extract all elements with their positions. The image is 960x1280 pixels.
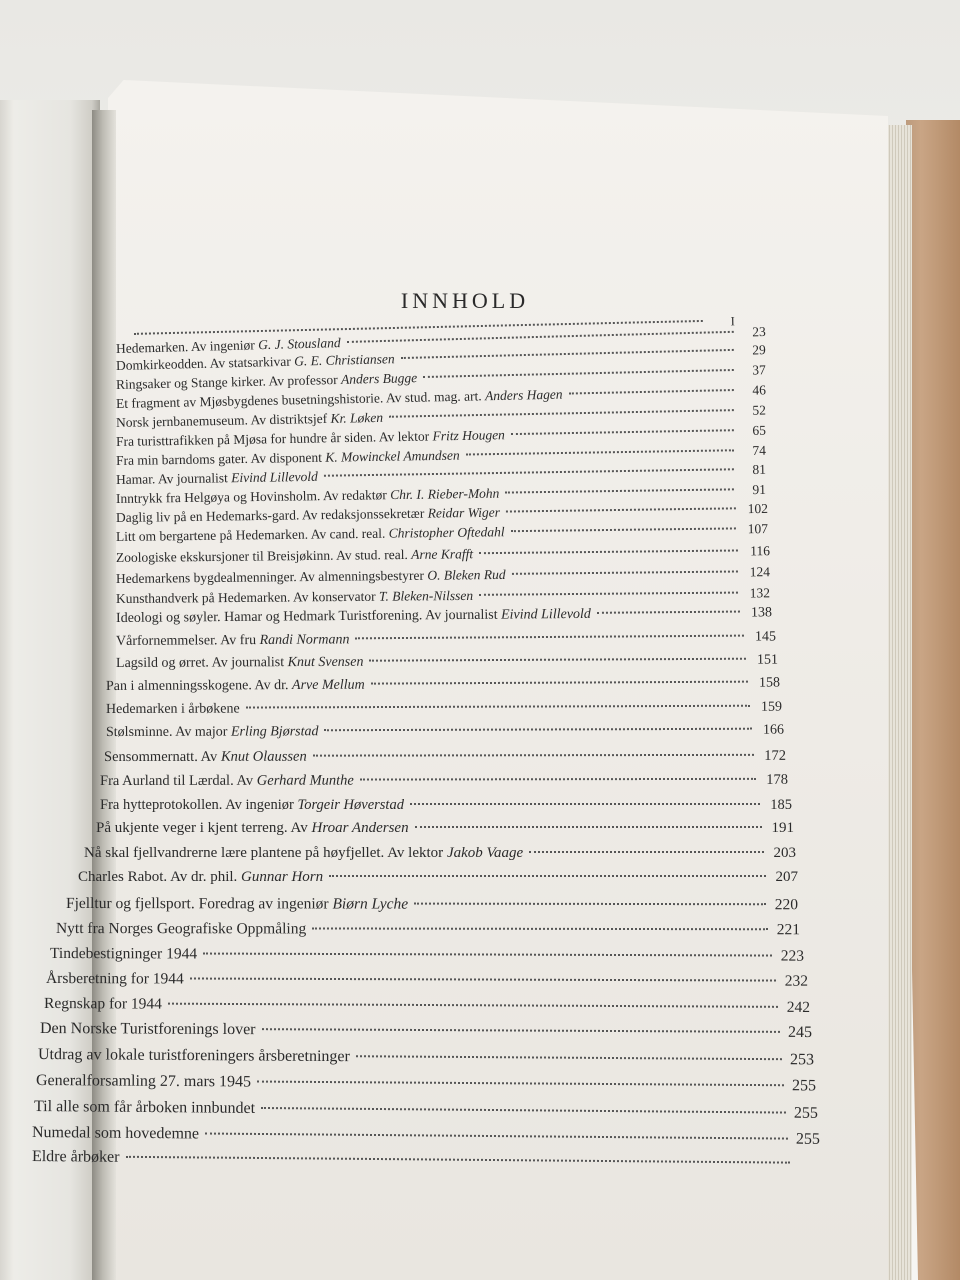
toc-entry-page: 158 xyxy=(758,675,781,691)
toc-entry-page: 166 xyxy=(762,722,785,738)
toc-entry-text: Pan i almenningsskogene. Av dr. xyxy=(105,678,293,694)
toc-heading: INNHOLD xyxy=(400,288,530,313)
toc-entry-page: 185 xyxy=(770,796,792,813)
toc-entry-title xyxy=(116,632,350,650)
toc-entry xyxy=(116,564,770,587)
toc-entry-author: Hroar Andersen xyxy=(311,820,409,836)
toc-entry-text: Fra min barndoms gater. Av disponent xyxy=(115,449,326,468)
toc-entry xyxy=(116,653,778,672)
toc-entry-text: Hedemarken. Av ingeniør xyxy=(115,336,259,356)
toc-entry-page: 159 xyxy=(760,699,783,715)
toc-entry-author: Arne Krafft xyxy=(411,545,474,562)
toc-entry-page: 52 xyxy=(752,402,767,418)
toc-entry-title xyxy=(116,468,318,487)
toc-entry xyxy=(96,820,794,837)
toc-entry-title xyxy=(32,1148,120,1167)
toc-entry-title xyxy=(46,970,184,988)
toc-entry-title xyxy=(116,447,460,468)
toc-entry-page: 221 xyxy=(776,920,801,938)
toc-entry-page: 65 xyxy=(752,422,767,438)
toc-entry-text: Kunsthandverk på Hedemarken. Av konservator xyxy=(115,588,379,606)
toc-entry-text: Fjelltur og fjellsport. Foredrag av ingeniør xyxy=(65,894,333,912)
toc-entry-author: O. Bleken Rud xyxy=(427,566,506,583)
dot-leader xyxy=(371,681,748,685)
toc-entry xyxy=(40,1020,812,1042)
toc-entry-author: Kr. Løken xyxy=(330,409,384,426)
toc-entry-title xyxy=(66,895,408,914)
dot-leader xyxy=(414,902,766,905)
toc-entry xyxy=(38,1046,814,1069)
toc-entry-text: Fra turisttrafikken på Mjøsa for hundre år siden. Av lektor xyxy=(115,427,433,449)
toc-entry xyxy=(106,700,782,718)
toc-entry-text: Fra Aurland til Lærdal. Av xyxy=(99,772,257,789)
toc-entry-text: Utdrag av lokale turistforeningers årsberetninger xyxy=(37,1046,350,1066)
toc-entry-text: Til alle som får årboken innbundet xyxy=(33,1098,256,1117)
toc-entry-title xyxy=(32,1124,199,1143)
toc-entry-title xyxy=(116,504,500,525)
dot-leader xyxy=(423,368,734,377)
toc-entry-page: 138 xyxy=(750,605,773,621)
toc-entry-author: K. Mowinckel Amundsen xyxy=(325,447,460,465)
toc-entry-page: 29 xyxy=(752,341,766,357)
dot-leader xyxy=(246,705,750,709)
toc-entry-author: Chr. I. Rieber-Mohn xyxy=(390,485,500,502)
toc-entry-page: 81 xyxy=(752,461,767,477)
toc-entry-title xyxy=(96,820,409,837)
toc-entry-author: Knut Olaussen xyxy=(220,748,307,765)
dot-leader xyxy=(168,1002,778,1007)
toc-entry-title xyxy=(56,920,306,938)
toc-entry-title xyxy=(116,546,473,566)
toc-entry-page: 37 xyxy=(752,361,766,378)
toc-entry-text: Eldre årbøker xyxy=(31,1148,120,1166)
toc-entry-title xyxy=(116,655,364,672)
toc-entry-text: Norsk jernbanemuseum. Av distriktsjef xyxy=(115,410,331,430)
toc-entry-title xyxy=(78,869,323,886)
toc-entry xyxy=(116,629,776,650)
toc-entry-text: Charles Rabot. Av dr. phil. xyxy=(78,869,242,885)
dot-leader xyxy=(324,468,734,476)
toc-entry-text: Hedemarkens bygdealmenninger. Av almenningsbestyrer xyxy=(115,567,428,586)
toc-entry-page: 116 xyxy=(750,542,771,558)
toc-entry xyxy=(100,797,792,814)
toc-entry-text: Vårfornemmelser. Av fru xyxy=(115,632,260,649)
toc-entry-page: 46 xyxy=(752,381,767,398)
toc-entry xyxy=(84,845,796,862)
toc-entry-page: 255 xyxy=(791,1077,817,1095)
toc-entry-text: Den Norske Turistforenings lover xyxy=(39,1020,256,1039)
toc-entry-title xyxy=(38,1046,350,1066)
toc-entry-author: Christopher Oftedahl xyxy=(388,523,505,541)
dot-leader xyxy=(479,549,738,554)
toc-entry-text: Litt om bergartene på Hedemarken. Av cand. real. xyxy=(115,525,389,544)
dot-leader xyxy=(512,570,738,574)
toc-entry-page: 245 xyxy=(787,1023,813,1042)
toc-entry-page: 151 xyxy=(756,652,779,668)
dot-leader xyxy=(261,1107,786,1114)
dot-leader xyxy=(257,1081,784,1087)
toc-entry xyxy=(34,1098,818,1123)
dot-leader xyxy=(410,803,760,805)
toc-entry-text: Regnskap for 1944 xyxy=(43,994,162,1013)
toc-entry-title xyxy=(50,945,197,964)
toc-entry-author: Arve Mellum xyxy=(291,677,365,694)
dot-leader xyxy=(262,1028,780,1033)
dot-leader xyxy=(479,591,738,595)
toc-entry-text: Zoologiske ekskursjoner til Breisjøkinn. Av stud. real. xyxy=(115,546,412,565)
dot-leader xyxy=(313,753,754,756)
toc-entry-title xyxy=(84,845,523,862)
toc-entry-page: 145 xyxy=(754,629,777,645)
dot-leader xyxy=(203,952,772,956)
dot-leader xyxy=(329,875,766,877)
toc-entry-title xyxy=(116,370,417,393)
toc-entry-title xyxy=(100,797,404,814)
toc-entry-text: Årsberetning for 1944 xyxy=(45,969,184,987)
dot-leader xyxy=(205,1133,788,1140)
toc-entry-text: Nå skal fjellvandrerne lære plantene på høyfjellet. Av lektor xyxy=(84,845,447,861)
toc-entry-page: 232 xyxy=(784,972,809,990)
toc-entry-page: 191 xyxy=(771,820,794,836)
toc-entry-text: Ideologi og søyler. Hamar og Hedmark Turistforening. Av journalist xyxy=(115,607,502,626)
toc-entry xyxy=(116,543,770,566)
toc-entry xyxy=(116,585,770,607)
toc-entry-title xyxy=(40,1020,256,1039)
dot-leader xyxy=(389,409,734,418)
toc-entry-title xyxy=(106,702,240,718)
toc-entry-text: Inntrykk fra Helgøya og Hovinsholm. Av redaktør xyxy=(115,486,391,506)
toc-entry-page: 74 xyxy=(752,442,767,458)
toc-entry-page: 207 xyxy=(775,869,798,885)
toc-entry-page: 91 xyxy=(752,481,767,497)
toc-entry xyxy=(32,1148,822,1173)
toc-entry xyxy=(50,945,804,966)
toc-entry-page: 255 xyxy=(795,1130,821,1148)
toc-entry-text: Domkirkeodden. Av statsarkivar xyxy=(115,353,295,373)
toc-entry-author: Erling Bjørstad xyxy=(230,724,319,740)
toc-entry-text: Lagsild og ørret. Av journalist xyxy=(115,655,288,671)
dot-leader xyxy=(597,611,740,614)
toc-entry-author: Jakob Vaage xyxy=(446,845,524,861)
dot-leader xyxy=(505,488,734,493)
toc-entry-author: G. J. Stousland xyxy=(257,334,341,352)
dot-leader xyxy=(369,658,746,662)
toc-entry-page: 178 xyxy=(766,771,789,788)
dot-leader xyxy=(511,429,734,435)
toc-entry-text: Stølsminne. Av major xyxy=(105,724,231,740)
dot-leader xyxy=(506,507,736,512)
toc-entry-page: 124 xyxy=(749,563,771,579)
toc-entry-author: G. E. Christiansen xyxy=(293,350,395,369)
toc-entry xyxy=(78,869,798,886)
dot-leader xyxy=(126,1156,790,1164)
toc-entry-author: T. Bleken-Nilssen xyxy=(378,587,474,604)
toc-entry-author: Eivind Lillevold xyxy=(501,606,591,623)
toc-entry-author: Biørn Lyche xyxy=(332,894,409,913)
toc-entry-title xyxy=(116,587,473,606)
toc-entry-title xyxy=(116,566,506,586)
toc-entry-author: Reidar Wiger xyxy=(427,504,501,521)
dot-leader xyxy=(324,728,752,731)
toc-entry-text: Nytt fra Norges Geografiske Oppmåling xyxy=(55,919,307,937)
toc-entry-text: Generalforsamling 27. mars 1945 xyxy=(35,1072,252,1091)
toc-entry xyxy=(66,895,798,914)
toc-entry-author: Eivind Lillevold xyxy=(231,468,318,485)
toc-entry xyxy=(32,1124,820,1149)
toc-entry-author: Anders Hagen xyxy=(484,386,563,403)
toc-entry-title xyxy=(106,678,365,695)
toc-entry-page: 203 xyxy=(773,845,796,861)
dot-leader xyxy=(355,635,744,640)
dot-leader xyxy=(360,777,756,780)
toc-entry-title xyxy=(116,427,505,450)
toc-entry xyxy=(56,920,800,939)
toc-entry-page: 102 xyxy=(747,500,769,516)
dot-leader xyxy=(529,851,764,853)
toc-entry-text: Tindebestigninger 1944 xyxy=(49,944,198,963)
toc-entry-title xyxy=(36,1072,251,1092)
toc-entry-text: Fra hytteprotokollen. Av ingeniør xyxy=(100,796,298,813)
toc-entry-title xyxy=(116,409,383,430)
toc-entry-text: Et fragment av Mjøsbygdenes busetningshistorie. Av stud. mag. art. xyxy=(115,387,486,411)
dot-leader xyxy=(401,348,734,358)
toc-entry-text: Hedemarken i årbøkene xyxy=(105,701,240,717)
toc-entry-text: Numedal som hovedemne xyxy=(31,1124,200,1143)
toc-entry-title xyxy=(104,748,307,765)
toc-entry-title xyxy=(106,724,319,741)
toc-entry-author: Knut Svensen xyxy=(287,654,364,671)
toc-entry-page: 23 xyxy=(752,323,766,339)
toc-entry-page: 255 xyxy=(793,1104,819,1122)
toc-entry xyxy=(104,747,786,765)
toc-entry-title xyxy=(100,772,354,789)
toc-entry-page: 172 xyxy=(764,747,787,764)
toc-entry-text: Ringsaker og Stange kirker. Av professor xyxy=(115,371,342,392)
toc-entry-text: På ukjente veger i kjent terreng. Av xyxy=(96,820,312,836)
toc-entry-text: Daglig liv på en Hedemarks-gard. Av redaksjonssekretær xyxy=(115,505,428,525)
toc-entry-author: Torgeir Høverstad xyxy=(297,796,404,813)
toc-entry-title xyxy=(44,995,162,1014)
toc-entry-text: Sensommernatt. Av xyxy=(103,748,221,765)
toc-entry-text: Hamar. Av journalist xyxy=(115,469,232,487)
toc-entry-title xyxy=(116,607,591,627)
toc-entry xyxy=(44,995,810,1017)
toc-entry-title xyxy=(34,1098,255,1118)
toc-entry-title xyxy=(116,485,500,506)
toc-entry-page: 132 xyxy=(749,584,771,600)
dot-leader xyxy=(511,527,736,532)
toc-entry xyxy=(116,605,772,627)
toc-entry-author: Randi Normann xyxy=(259,632,350,648)
toc-entry xyxy=(106,723,784,741)
dot-leader xyxy=(190,977,776,981)
toc-entry-author: Fritz Hougen xyxy=(432,426,505,443)
toc-entry-page: 253 xyxy=(789,1051,815,1069)
dot-leader xyxy=(466,449,734,455)
dot-leader xyxy=(415,826,762,828)
dot-leader xyxy=(356,1055,782,1060)
toc-entry-page: I xyxy=(730,313,735,328)
toc-entry-page: 242 xyxy=(786,998,811,1016)
toc-entry xyxy=(106,675,780,695)
toc-entry-title xyxy=(116,524,505,545)
toc-entry-author: Anders Bugge xyxy=(340,369,418,387)
toc-entry xyxy=(100,771,788,789)
toc-entry-author: Gunnar Horn xyxy=(241,869,324,885)
toc-entry-page: 220 xyxy=(774,895,799,913)
toc-entry xyxy=(36,1072,816,1095)
toc-entry-page: 107 xyxy=(747,520,769,536)
dot-leader xyxy=(569,389,734,394)
dot-leader xyxy=(312,927,768,930)
toc-entry xyxy=(46,970,808,991)
toc-entry-author: Gerhard Munthe xyxy=(256,772,354,789)
toc-entry-page: 223 xyxy=(780,947,805,965)
